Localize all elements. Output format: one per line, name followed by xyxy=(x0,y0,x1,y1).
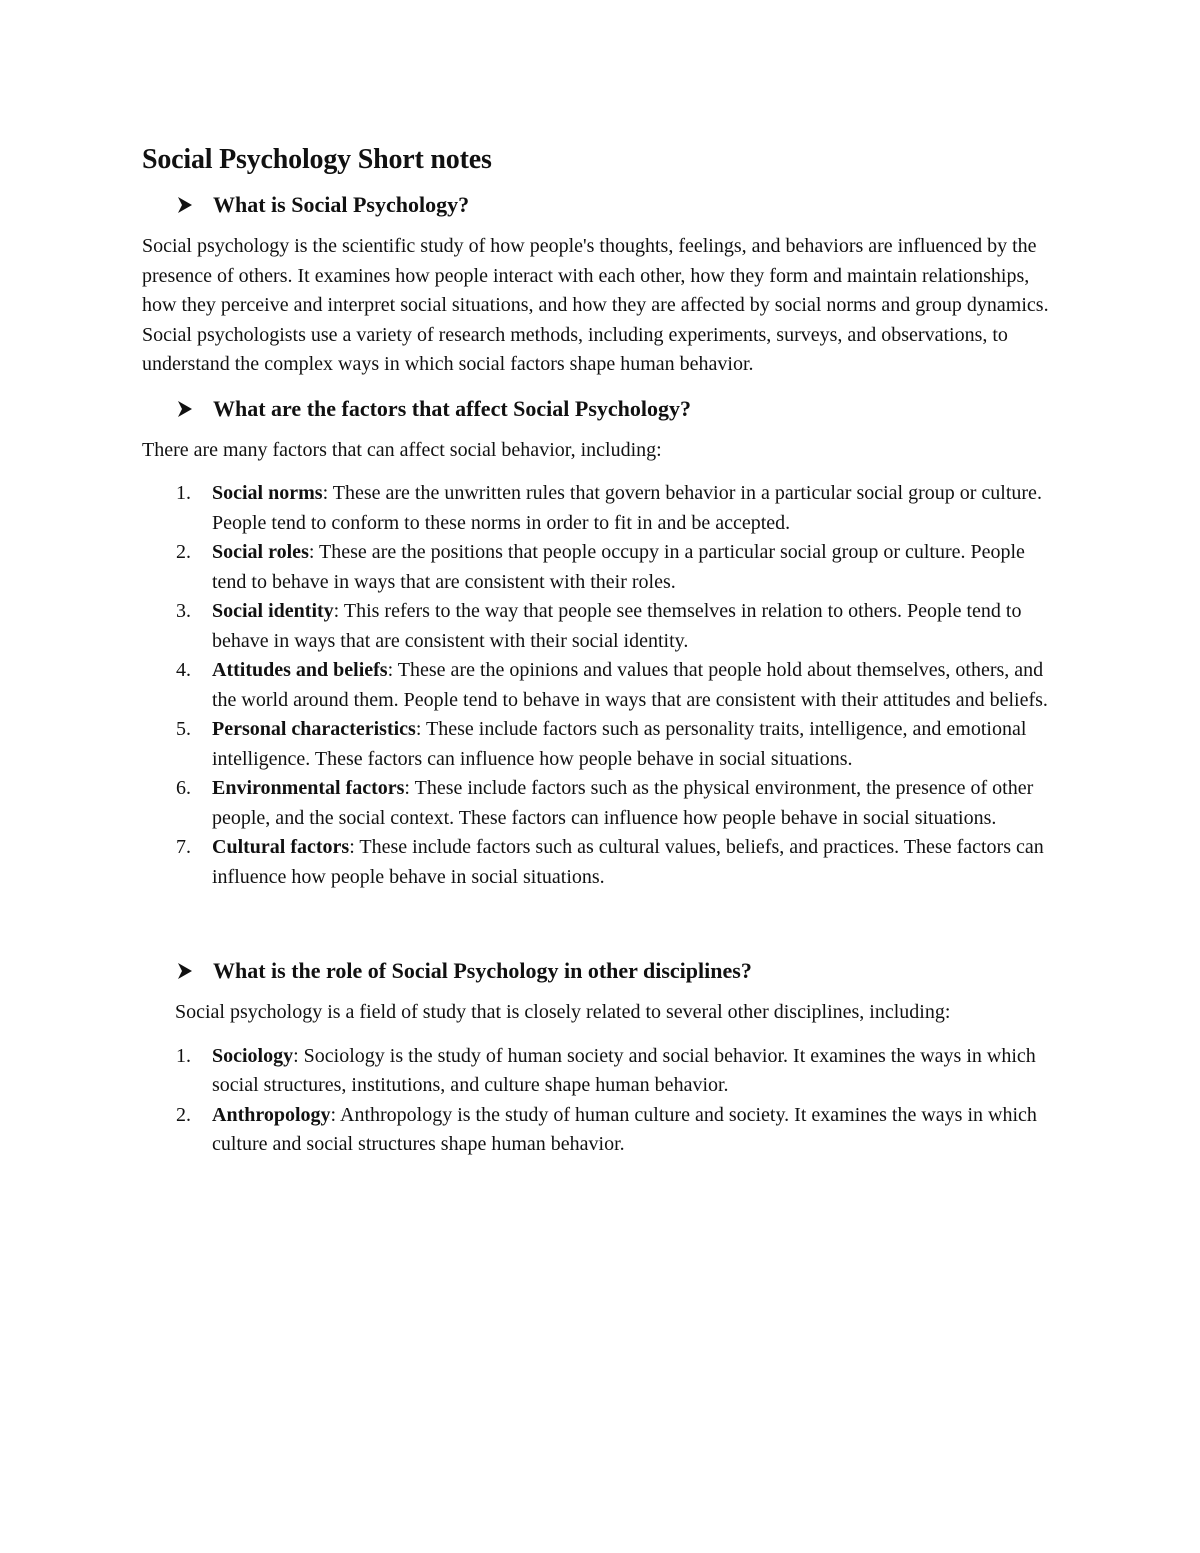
list-number: 6. xyxy=(176,777,191,799)
list-number: 4. xyxy=(176,659,191,681)
list-text: : Anthropology is the study of human culture and society. It examines the ways in which culture and social structures shape human behavior. xyxy=(212,1103,1037,1155)
list-item xyxy=(142,774,1062,833)
list-number: 2. xyxy=(176,541,191,563)
document-page xyxy=(142,140,1062,1160)
section-heading-what-is xyxy=(175,190,1062,220)
list-item xyxy=(142,538,1062,597)
list-text: : These are the opinions and values that people hold about themselves, others, and the world around them. People tend to behave in ways that are consistent with their attitudes and beliefs. xyxy=(212,659,1048,711)
list-item xyxy=(142,715,1062,774)
factors-list xyxy=(142,479,1062,892)
list-text: : These are the positions that people occupy in a particular social group or culture. People tend to behave in ways that are consistent with their roles. xyxy=(212,541,1025,593)
arrow-bullet-icon xyxy=(175,961,199,981)
disciplines-list xyxy=(142,1042,1062,1160)
list-term: Social roles xyxy=(212,541,309,563)
page-title: Social Psychology Short notes xyxy=(142,144,492,175)
list-item xyxy=(142,656,1062,715)
list-text: : These include factors such as personality traits, intelligence, and emotional intelligence. These factors can influence how people behave in social situations. xyxy=(212,718,1027,770)
section-heading-role xyxy=(175,956,1062,986)
list-term: Anthropology xyxy=(212,1103,331,1126)
list-number: 7. xyxy=(176,836,191,858)
section-paragraph: Social psychology is the scientific study of how people's thoughts, feelings, and behaviors are influenced by the presence of others. It examines how people interact with each other, how they form and maintain relationships, how they perceive and interpret social situations, and how they are affected by social norms and group dynamics. Social psychologists use a variety of research methods, including experiments, surveys, and observations, to understand the complex ways in which social factors shape human behavior. xyxy=(142,235,1049,375)
section-heading-text: What is Social Psychology? xyxy=(213,192,470,217)
list-item xyxy=(142,833,1062,892)
list-number: 5. xyxy=(176,718,191,740)
arrow-bullet-icon xyxy=(175,399,199,419)
arrow-bullet-icon xyxy=(175,195,199,215)
list-term: Attitudes and beliefs xyxy=(212,659,388,681)
list-text: : These include factors such as the physical environment, the presence of other people, and the social context. These factors can influence how people behave in social situations. xyxy=(212,777,1034,829)
list-term: Environmental factors xyxy=(212,777,405,799)
section-heading-text: What are the factors that affect Social Psychology? xyxy=(213,395,691,421)
list-term: Social identity xyxy=(212,600,334,622)
list-item xyxy=(142,479,1062,538)
list-item xyxy=(142,1042,1062,1101)
list-item xyxy=(142,597,1062,656)
section-heading-factors xyxy=(175,394,1062,424)
list-number: 2. xyxy=(176,1103,191,1126)
list-term: Cultural factors xyxy=(212,836,350,858)
section-intro: Social psychology is a field of study that is closely related to several other disciplines, including: xyxy=(175,1001,951,1023)
list-text: : These include factors such as cultural values, beliefs, and practices. These factors can influence how people behave in social situations. xyxy=(212,836,1044,888)
section-intro: There are many factors that can affect social behavior, including: xyxy=(142,438,662,461)
list-term: Personal characteristics xyxy=(212,718,416,740)
list-number: 1. xyxy=(176,1044,191,1067)
list-number: 3. xyxy=(176,600,191,622)
list-text: : Sociology is the study of human society and social behavior. It examines the ways in which social structures, institutions, and culture shape human behavior. xyxy=(212,1044,1036,1096)
section-heading-text: What is the role of Social Psychology in other disciplines? xyxy=(213,958,752,983)
list-number: 1. xyxy=(176,482,191,504)
list-term: Sociology xyxy=(212,1044,294,1067)
list-text: : This refers to the way that people see themselves in relation to others. People tend to behave in ways that are consistent with their social identity. xyxy=(212,600,1022,652)
list-text: : These are the unwritten rules that govern behavior in a particular social group or culture. People tend to conform to these norms in order to fit in and be accepted. xyxy=(212,482,1042,534)
list-term: Social norms xyxy=(212,482,323,504)
list-item xyxy=(142,1101,1062,1160)
